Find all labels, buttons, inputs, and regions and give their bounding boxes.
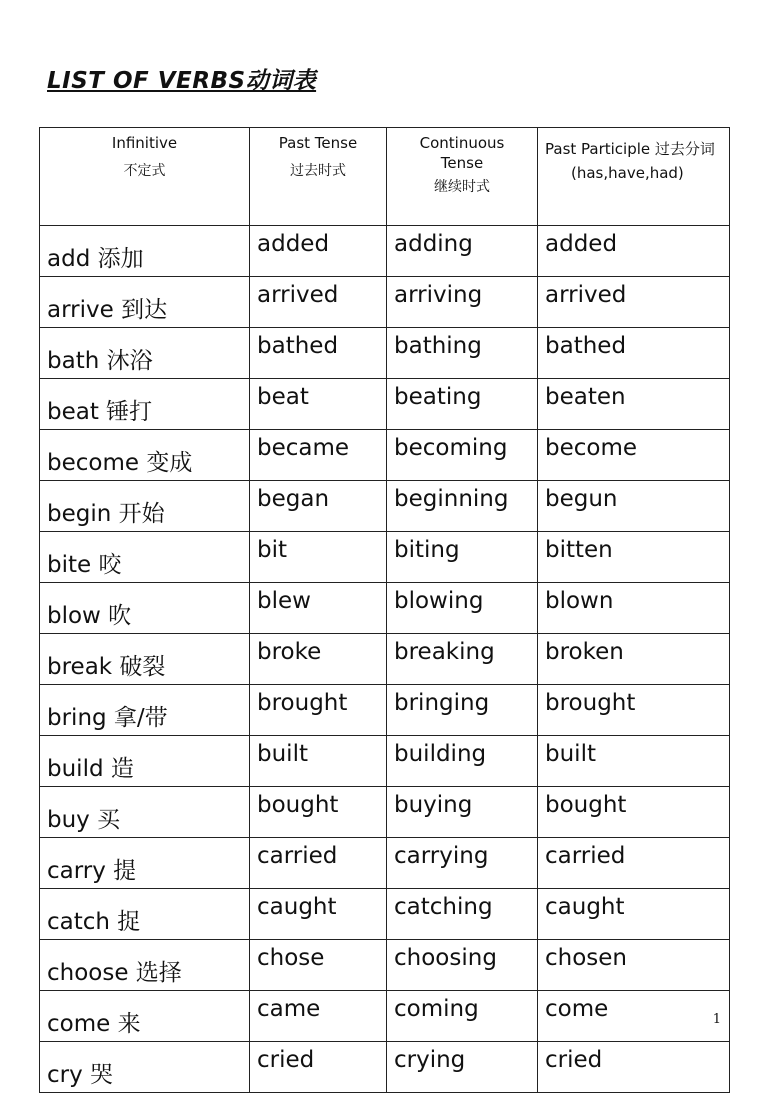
- table-row: [40, 634, 730, 685]
- table-row: [40, 685, 730, 736]
- infinitive-cell: break 破裂: [40, 634, 250, 685]
- header-continuous-tense-label: Continuous Tense: [419, 134, 505, 172]
- past-participle-cell: chosen: [538, 940, 730, 991]
- verb-table: [39, 127, 730, 1093]
- header-infinitive-zh: 不定式: [123, 163, 166, 179]
- table-row: [40, 226, 730, 277]
- past-tense-cell: added: [250, 226, 387, 277]
- infinitive-cell: buy 买: [40, 787, 250, 838]
- past-participle-cell: added: [538, 226, 730, 277]
- past-tense-cell: became: [250, 430, 387, 481]
- past-tense-cell: blew: [250, 583, 387, 634]
- table-row: [40, 940, 730, 991]
- past-participle-cell: caught: [538, 889, 730, 940]
- infinitive-cell: become 变成: [40, 430, 250, 481]
- continuous-tense-cell: blowing: [387, 583, 538, 634]
- table-row: [40, 379, 730, 430]
- table-row: [40, 838, 730, 889]
- header-infinitive-label: Infinitive: [111, 134, 178, 152]
- continuous-tense-cell: arriving: [387, 277, 538, 328]
- infinitive-cell: carry 提: [40, 838, 250, 889]
- infinitive-cell: cry 哭: [40, 1042, 250, 1093]
- past-tense-cell: broke: [250, 634, 387, 685]
- table-row: [40, 787, 730, 838]
- table-row: [40, 481, 730, 532]
- past-tense-cell: chose: [250, 940, 387, 991]
- past-tense-cell: built: [250, 736, 387, 787]
- continuous-tense-cell: beating: [387, 379, 538, 430]
- past-participle-cell: bitten: [538, 532, 730, 583]
- header-past-tense-zh: 过去时式: [290, 163, 346, 179]
- verb-table-body: [40, 226, 730, 1093]
- infinitive-cell: bite 咬: [40, 532, 250, 583]
- continuous-tense-cell: buying: [387, 787, 538, 838]
- infinitive-cell: choose 选择: [40, 940, 250, 991]
- continuous-tense-cell: breaking: [387, 634, 538, 685]
- continuous-tense-cell: bathing: [387, 328, 538, 379]
- table-row: [40, 430, 730, 481]
- past-tense-cell: began: [250, 481, 387, 532]
- past-tense-cell: caught: [250, 889, 387, 940]
- infinitive-cell: bath 沐浴: [40, 328, 250, 379]
- header-row: [40, 128, 730, 226]
- table-row: [40, 583, 730, 634]
- past-tense-cell: bathed: [250, 328, 387, 379]
- table-row: [40, 1042, 730, 1093]
- continuous-tense-cell: bringing: [387, 685, 538, 736]
- header-past-tense-label: Past Tense: [278, 134, 358, 152]
- past-participle-cell: beaten: [538, 379, 730, 430]
- past-tense-cell: beat: [250, 379, 387, 430]
- past-tense-cell: bought: [250, 787, 387, 838]
- past-tense-cell: bit: [250, 532, 387, 583]
- table-row: [40, 889, 730, 940]
- continuous-tense-cell: crying: [387, 1042, 538, 1093]
- continuous-tense-cell: adding: [387, 226, 538, 277]
- past-tense-cell: cried: [250, 1042, 387, 1093]
- header-past-participle-label: Past Participle 过去分词: [545, 140, 715, 158]
- verb-table-header: [40, 128, 730, 226]
- past-participle-cell: broken: [538, 634, 730, 685]
- page-number: 1: [712, 1012, 721, 1027]
- past-participle-cell: begun: [538, 481, 730, 532]
- continuous-tense-cell: biting: [387, 532, 538, 583]
- header-continuous-tense-zh: 继续时式: [434, 179, 490, 195]
- table-row: [40, 532, 730, 583]
- past-tense-cell: brought: [250, 685, 387, 736]
- header-past-participle-note: (has,have,had): [571, 164, 684, 182]
- past-participle-cell: arrived: [538, 277, 730, 328]
- infinitive-cell: add 添加: [40, 226, 250, 277]
- infinitive-cell: blow 吹: [40, 583, 250, 634]
- past-tense-cell: came: [250, 991, 387, 1042]
- past-participle-cell: blown: [538, 583, 730, 634]
- continuous-tense-cell: carrying: [387, 838, 538, 889]
- header-past-tense: [250, 128, 387, 226]
- infinitive-cell: beat 锤打: [40, 379, 250, 430]
- infinitive-cell: arrive 到达: [40, 277, 250, 328]
- continuous-tense-cell: beginning: [387, 481, 538, 532]
- table-row: [40, 328, 730, 379]
- past-participle-cell: come: [538, 991, 730, 1042]
- header-continuous-tense: [387, 128, 538, 226]
- table-row: [40, 277, 730, 328]
- past-participle-cell: bought: [538, 787, 730, 838]
- past-participle-cell: built: [538, 736, 730, 787]
- past-tense-cell: arrived: [250, 277, 387, 328]
- past-participle-cell: cried: [538, 1042, 730, 1093]
- page-title: LIST OF VERBS动词表: [47, 68, 317, 94]
- continuous-tense-cell: catching: [387, 889, 538, 940]
- infinitive-cell: bring 拿/带: [40, 685, 250, 736]
- table-row: [40, 991, 730, 1042]
- past-tense-cell: carried: [250, 838, 387, 889]
- infinitive-cell: begin 开始: [40, 481, 250, 532]
- continuous-tense-cell: coming: [387, 991, 538, 1042]
- header-infinitive: [40, 128, 250, 226]
- continuous-tense-cell: choosing: [387, 940, 538, 991]
- table-row: [40, 736, 730, 787]
- header-past-participle: [538, 128, 730, 226]
- continuous-tense-cell: becoming: [387, 430, 538, 481]
- continuous-tense-cell: building: [387, 736, 538, 787]
- infinitive-cell: build 造: [40, 736, 250, 787]
- past-participle-cell: bathed: [538, 328, 730, 379]
- past-participle-cell: brought: [538, 685, 730, 736]
- past-participle-cell: become: [538, 430, 730, 481]
- infinitive-cell: come 来: [40, 991, 250, 1042]
- past-participle-cell: carried: [538, 838, 730, 889]
- infinitive-cell: catch 捉: [40, 889, 250, 940]
